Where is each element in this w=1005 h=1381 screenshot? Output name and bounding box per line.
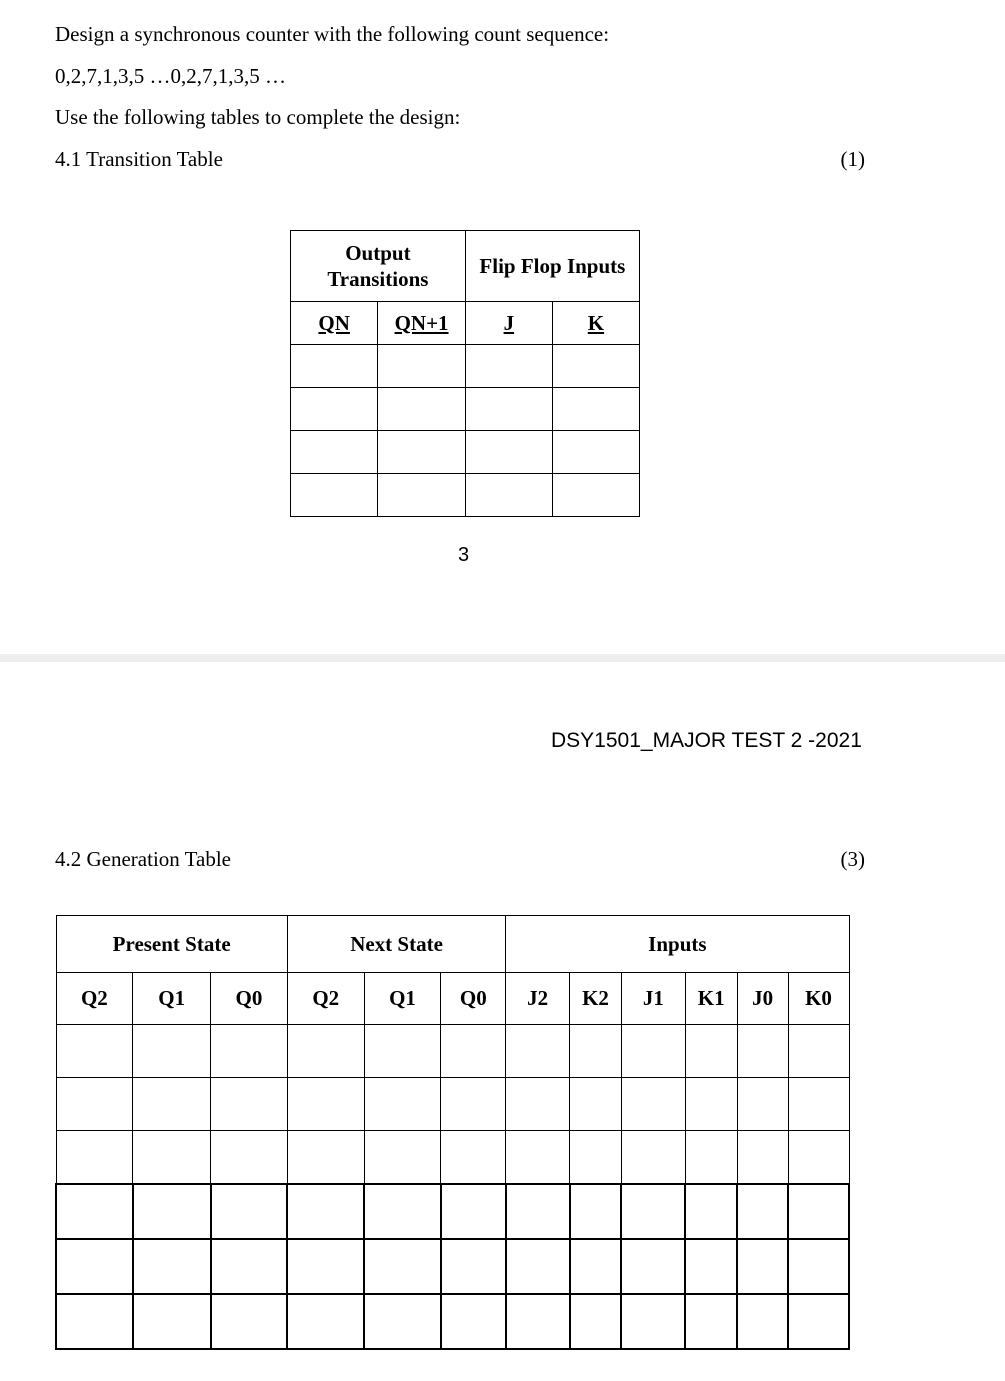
table-cell[interactable] <box>465 345 552 388</box>
table-cell[interactable] <box>364 1294 441 1349</box>
table-cell[interactable] <box>291 474 378 517</box>
table-cell[interactable] <box>552 388 639 431</box>
table-cell[interactable] <box>465 474 552 517</box>
table-cell[interactable] <box>56 1294 133 1349</box>
table-cell[interactable] <box>737 1239 788 1294</box>
column-header-next-q0: Q0 <box>441 973 506 1025</box>
table-cell[interactable] <box>291 431 378 474</box>
table-cell[interactable] <box>56 1025 133 1078</box>
table-cell[interactable] <box>287 1025 364 1078</box>
section-4-2-marks: (3) <box>840 847 865 871</box>
table-cell[interactable] <box>56 1184 133 1239</box>
table-cell[interactable] <box>506 1239 570 1294</box>
column-header-present-q2: Q2 <box>56 973 133 1025</box>
table-cell[interactable] <box>211 1131 288 1185</box>
table-cell[interactable] <box>621 1184 685 1239</box>
count-sequence: 0,2,7,1,3,5 …0,2,7,1,3,5 … <box>55 64 286 88</box>
table-cell[interactable] <box>441 1184 506 1239</box>
table-cell[interactable] <box>441 1131 506 1185</box>
table-cell[interactable] <box>737 1131 788 1185</box>
table-cell[interactable] <box>133 1078 211 1131</box>
table-cell[interactable] <box>287 1184 364 1239</box>
table-cell[interactable] <box>133 1131 211 1185</box>
column-header-next-q1: Q1 <box>364 973 441 1025</box>
next-state-header: Next State <box>287 916 505 973</box>
table-cell[interactable] <box>378 474 465 517</box>
table-cell[interactable] <box>56 1078 133 1131</box>
table-cell[interactable] <box>291 388 378 431</box>
table-cell[interactable] <box>364 1131 441 1185</box>
table-cell[interactable] <box>441 1294 506 1349</box>
table-cell[interactable] <box>364 1025 441 1078</box>
table-cell[interactable] <box>570 1025 622 1078</box>
table-cell[interactable] <box>506 1131 570 1185</box>
table-cell[interactable] <box>685 1294 737 1349</box>
table-cell[interactable] <box>211 1184 288 1239</box>
present-state-header: Present State <box>56 916 287 973</box>
table-cell[interactable] <box>788 1131 849 1185</box>
table-cell[interactable] <box>621 1294 685 1349</box>
table-cell[interactable] <box>788 1239 849 1294</box>
table-row <box>56 1078 849 1131</box>
table-cell[interactable] <box>737 1184 788 1239</box>
table-cell[interactable] <box>364 1184 441 1239</box>
table-cell[interactable] <box>570 1078 622 1131</box>
table-cell[interactable] <box>364 1239 441 1294</box>
table-cell[interactable] <box>621 1131 685 1185</box>
table-cell[interactable] <box>287 1294 364 1349</box>
table-cell[interactable] <box>788 1025 849 1078</box>
table-cell[interactable] <box>570 1294 622 1349</box>
table-cell[interactable] <box>788 1294 849 1349</box>
table-cell[interactable] <box>133 1025 211 1078</box>
table-cell[interactable] <box>621 1025 685 1078</box>
table-cell[interactable] <box>506 1078 570 1131</box>
column-header-next-q2: Q2 <box>287 973 364 1025</box>
table-cell[interactable] <box>287 1131 364 1185</box>
table-cell[interactable] <box>737 1025 788 1078</box>
table-row <box>56 1131 849 1185</box>
table-cell[interactable] <box>211 1294 288 1349</box>
table-cell[interactable] <box>378 345 465 388</box>
column-header-qn1: QN+1 <box>378 302 465 345</box>
table-cell[interactable] <box>56 1131 133 1185</box>
table-cell[interactable] <box>378 388 465 431</box>
column-header-j: J <box>465 302 552 345</box>
table-cell[interactable] <box>788 1184 849 1239</box>
table-cell[interactable] <box>506 1184 570 1239</box>
column-header-present-q1: Q1 <box>133 973 211 1025</box>
column-header-j2: J2 <box>506 973 570 1025</box>
section-4-1-title: 4.1 Transition Table <box>55 147 223 171</box>
table-row <box>56 1239 849 1294</box>
table-cell[interactable] <box>465 431 552 474</box>
table-cell[interactable] <box>570 1131 622 1185</box>
table-row <box>56 1184 849 1239</box>
flip-flop-inputs-header: Flip Flop Inputs <box>465 231 639 302</box>
question-instruction: Use the following tables to complete the design: <box>55 105 461 129</box>
column-header-k0: K0 <box>788 973 849 1025</box>
table-cell[interactable] <box>287 1078 364 1131</box>
column-header-present-q0: Q0 <box>211 973 288 1025</box>
table-cell[interactable] <box>211 1239 288 1294</box>
table-row <box>291 431 640 474</box>
column-header-j0: J0 <box>737 973 788 1025</box>
section-4-1-marks: (1) <box>840 147 865 171</box>
table-cell[interactable] <box>465 388 552 431</box>
generation-table <box>55 915 850 1350</box>
table-row <box>291 345 640 388</box>
output-transitions-header: Output Transitions <box>291 231 466 302</box>
table-cell[interactable] <box>788 1078 849 1131</box>
table-cell[interactable] <box>133 1294 211 1349</box>
page-separator <box>0 654 1005 662</box>
table-cell[interactable] <box>685 1239 737 1294</box>
table-cell[interactable] <box>685 1025 737 1078</box>
table-cell[interactable] <box>287 1239 364 1294</box>
table-cell[interactable] <box>737 1078 788 1131</box>
table-cell[interactable] <box>570 1239 622 1294</box>
table-cell[interactable] <box>552 345 639 388</box>
column-header-j1: J1 <box>621 973 685 1025</box>
table-cell[interactable] <box>506 1025 570 1078</box>
table-cell[interactable] <box>364 1078 441 1131</box>
table-cell[interactable] <box>133 1239 211 1294</box>
table-cell[interactable] <box>441 1078 506 1131</box>
table-cell[interactable] <box>506 1294 570 1349</box>
table-cell[interactable] <box>621 1078 685 1131</box>
table-cell[interactable] <box>685 1078 737 1131</box>
section-4-2-title: 4.2 Generation Table <box>55 847 231 871</box>
table-cell[interactable] <box>737 1294 788 1349</box>
table-cell[interactable] <box>378 431 465 474</box>
table-cell[interactable] <box>441 1025 506 1078</box>
document-header-code: DSY1501_MAJOR TEST 2 -2021 <box>551 729 862 752</box>
table-cell[interactable] <box>685 1184 737 1239</box>
table-row <box>291 474 640 517</box>
column-header-qn: QN <box>291 302 378 345</box>
table-cell[interactable] <box>56 1239 133 1294</box>
transition-table <box>290 230 640 517</box>
column-header-k: K <box>552 302 639 345</box>
table-cell[interactable] <box>211 1025 288 1078</box>
table-cell[interactable] <box>621 1239 685 1294</box>
column-header-k1: K1 <box>685 973 737 1025</box>
page-number: 3 <box>458 544 470 566</box>
table-cell[interactable] <box>211 1078 288 1131</box>
table-row <box>56 1025 849 1078</box>
table-cell[interactable] <box>552 431 639 474</box>
table-cell[interactable] <box>570 1184 622 1239</box>
question-intro: Design a synchronous counter with the following count sequence: <box>55 22 610 46</box>
column-header-k2: K2 <box>570 973 622 1025</box>
table-cell[interactable] <box>441 1239 506 1294</box>
inputs-header: Inputs <box>506 916 849 973</box>
table-cell[interactable] <box>552 474 639 517</box>
table-cell[interactable] <box>291 345 378 388</box>
table-cell[interactable] <box>685 1131 737 1185</box>
table-row <box>56 1294 849 1349</box>
table-cell[interactable] <box>133 1184 211 1239</box>
table-row <box>291 388 640 431</box>
